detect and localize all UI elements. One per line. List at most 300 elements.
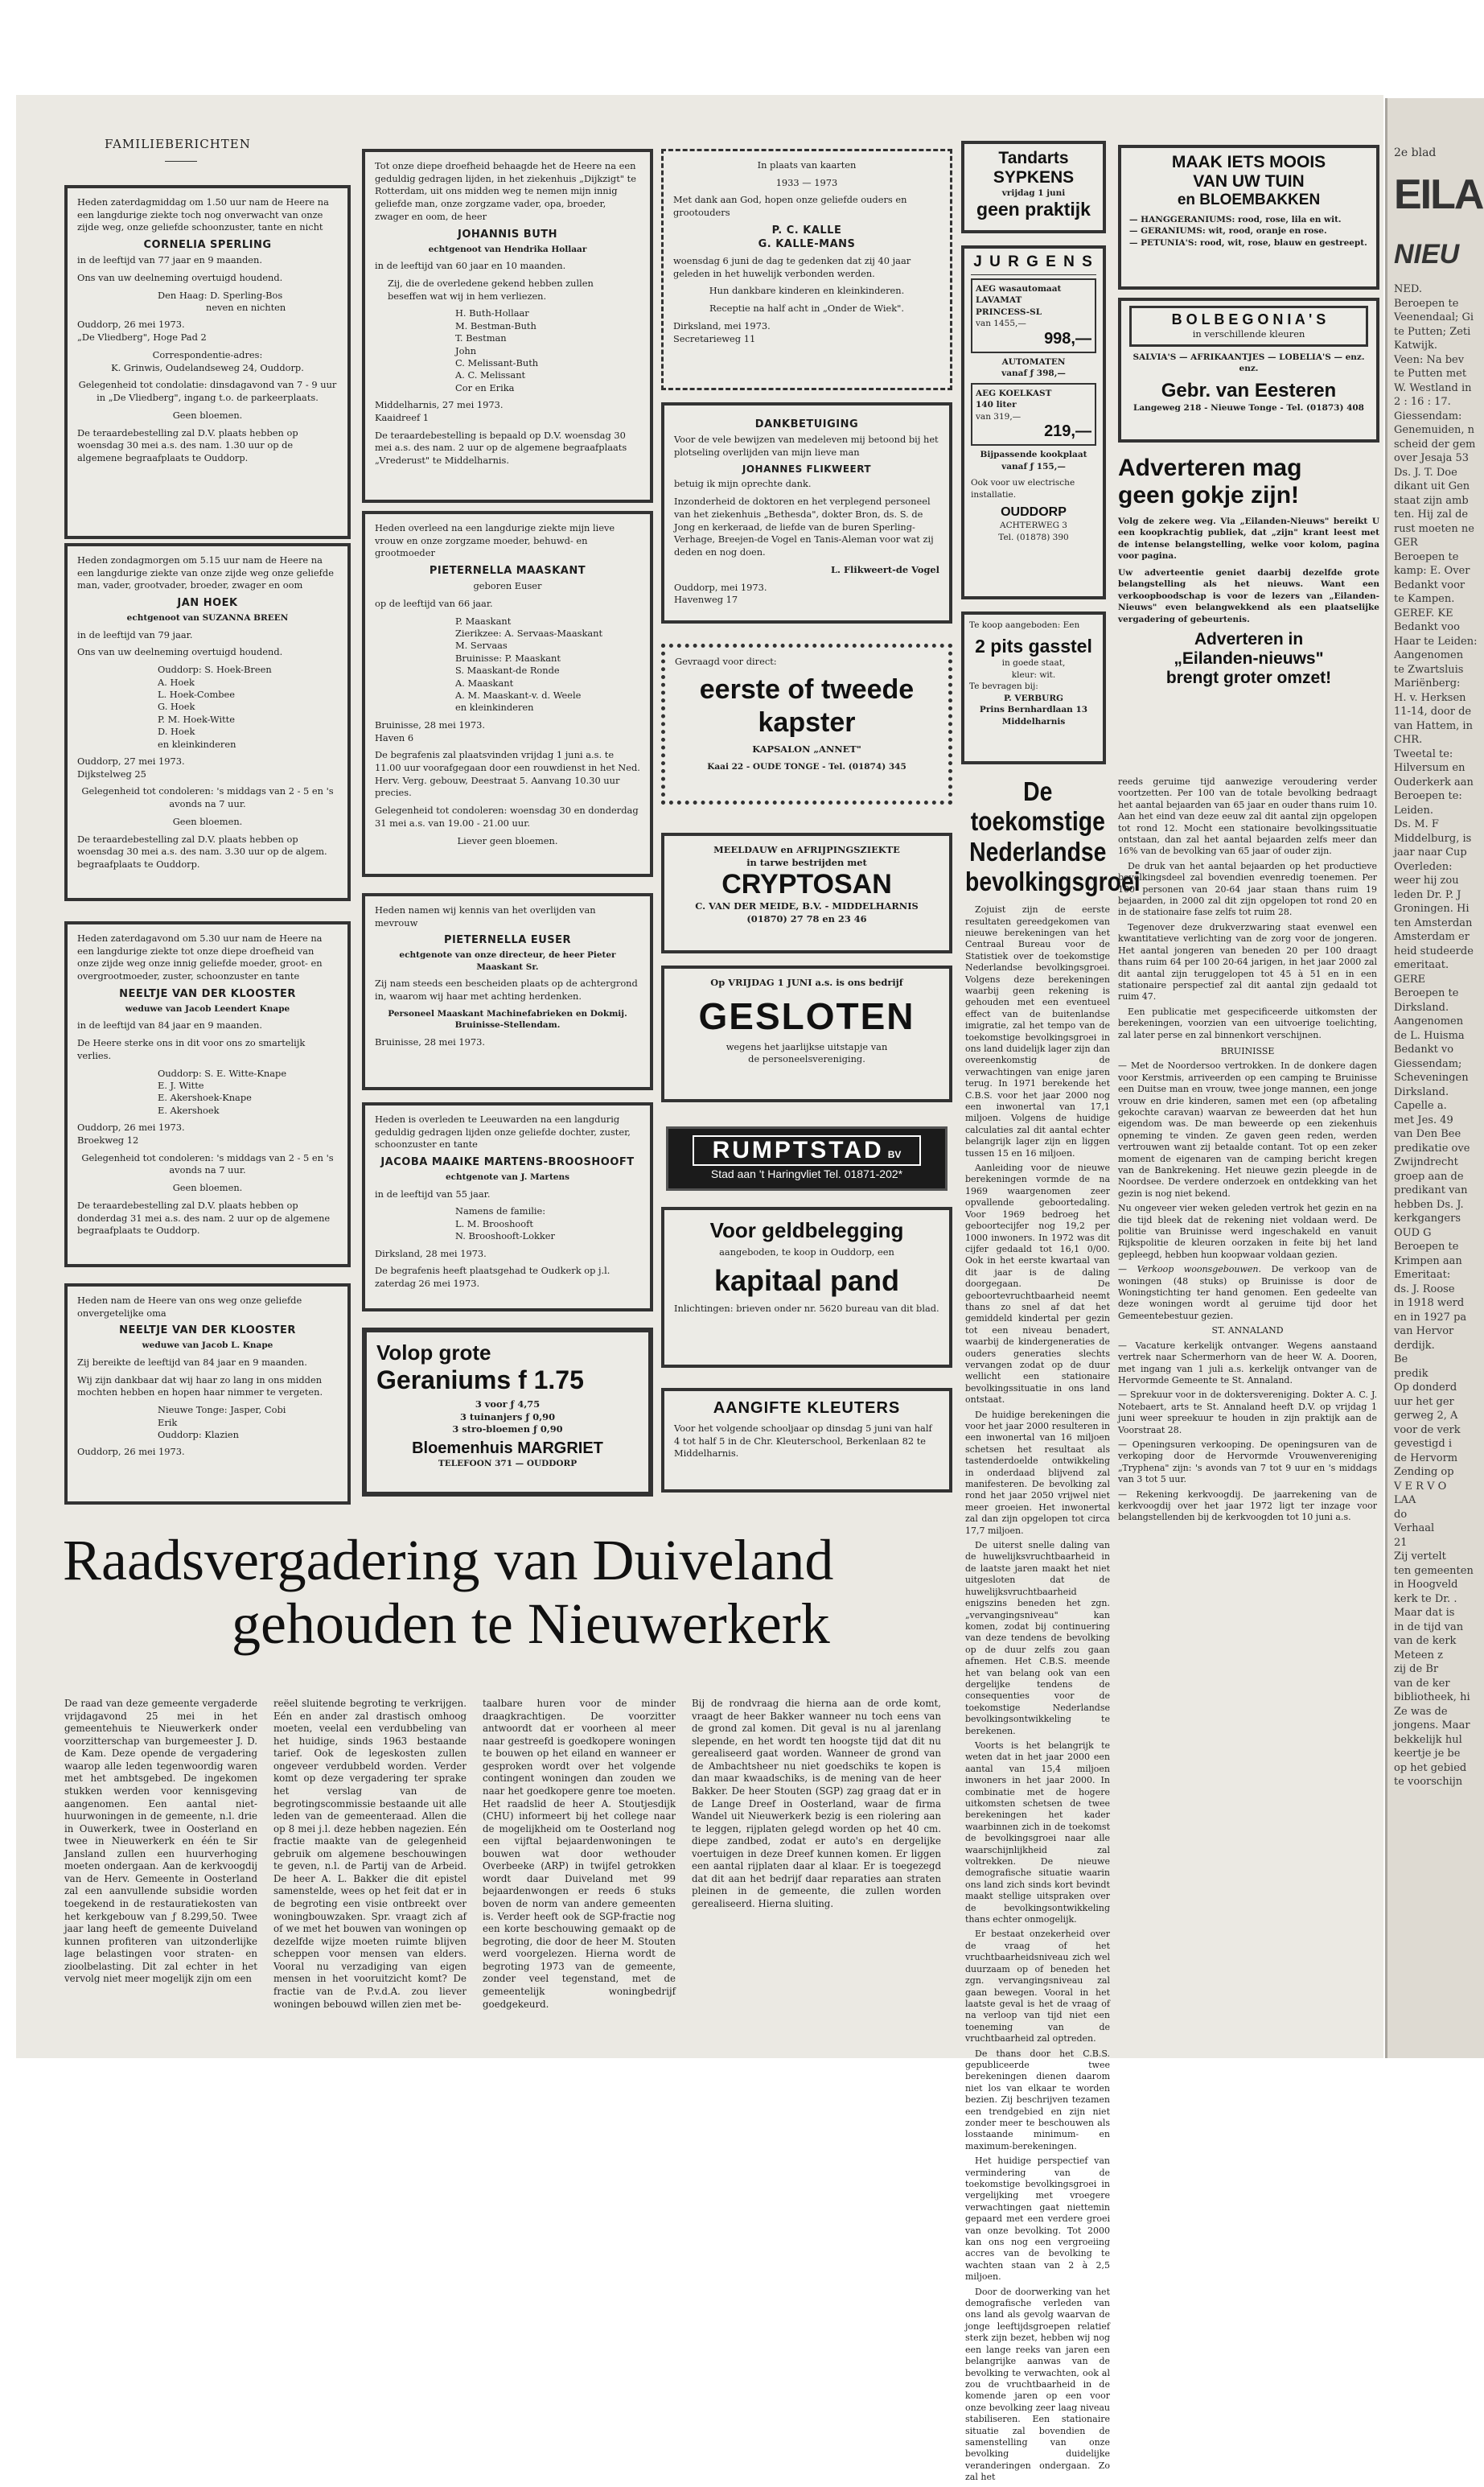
product-old-price: van 1455,—: [976, 319, 1026, 329]
ad-shop-name: Gebr. van Eesteren: [1161, 379, 1337, 401]
notice-family-line: P. Maaskant: [455, 615, 512, 627]
notice-age: in de leeftijd van 55 jaar.: [375, 1188, 491, 1200]
product-price: 998,—: [1044, 329, 1091, 348]
notice-address: „De Vliedberg", Hoge Pad 2: [77, 331, 207, 344]
thanks-signature: L. Flikweert-de Vogel: [831, 563, 939, 575]
notice-name: JOHANNIS BUTH: [457, 228, 558, 241]
edge-text-line: in Hoogveld: [1394, 1579, 1458, 1591]
article-paragraph: Er bestaat onzekerheid over de vraag of het vruchtbaarheidsniveau zich wel duurzaam op of beneden het zgn. vervangingsniveau zal gaan bewegen. Vooral in het laatste geval is het de vraag of na verloop van tijd niet een toeneming van de vruchtbaarheid zal optreden.: [965, 1929, 1110, 2044]
product-line: AUTOMATEN: [1001, 356, 1066, 367]
notice-family-line: D. Hoek: [158, 726, 195, 738]
ad-slogan: brengt groter omzet!: [1165, 669, 1332, 688]
edge-text-line: Maar dat is: [1394, 1607, 1455, 1619]
product-line: PRINCESS-SL: [976, 307, 1042, 317]
notice-place: Ouddorp, 26 mei 1973.: [77, 1122, 185, 1134]
edge-text-line: Groningen. Hi: [1394, 903, 1470, 915]
ad-address: Kaai 22 - OUDE TONGE - Tel. (01874) 345: [707, 762, 906, 772]
ad-aangifte-kleuters: [661, 1388, 952, 1493]
edge-text-line: Aangenomen: [1394, 649, 1464, 661]
anniversary-name: P. C. KALLE: [771, 224, 842, 237]
ad-line: — HANGGERANIUMS: rood, rose, lila en wit.: [1129, 215, 1342, 224]
notice-name: PIETERNELLA MAASKANT: [429, 565, 586, 578]
notice-place: Dirksland, 28 mei 1973.: [375, 1247, 487, 1259]
notice-family-line: P. M. Hoek-Witte: [158, 713, 236, 725]
edge-text-line: predikatie ove: [1394, 1142, 1470, 1155]
notice-flowers: Geen bloemen.: [172, 1182, 243, 1194]
edge-text-line: ten Amsterdan: [1394, 916, 1473, 929]
edge-text-line: Bedankt voor: [1394, 579, 1466, 591]
edge-text-line: en in 1927 pa: [1394, 1311, 1467, 1324]
notice-spouse: echtgenoot van Hendrika Hollaar: [428, 244, 587, 254]
notice-family-line: Ouddorp: S. Hoek-Breen: [158, 664, 272, 676]
edge-text-line: derdijk.: [1394, 1339, 1435, 1352]
edge-text-line: van Hattem, in: [1394, 719, 1473, 732]
edge-text-line: do: [1394, 1508, 1408, 1521]
ad-jurgens: [961, 245, 1106, 599]
product-line: vanaf ƒ 398,—: [1001, 369, 1066, 379]
edge-text-line: Capelle a.: [1394, 1100, 1447, 1112]
headline-line-2: gehouden te Nieuwerkerk: [232, 1591, 830, 1657]
edge-text-line: de Hervorm: [1394, 1451, 1458, 1464]
article-paragraph: De uiterst snelle daling van de huwelijksvruchtbaarheid in de laatste jaren maakt het niet uitgesloten dat de huwelijksvruchtbaarheid enigszins beneden het zgn. „vervangingsniveau" kan komen, zodat bij continuering van deze tendens de bevolking op de duur zelfs zou gaan afnemen. Het C.B.S. meende het van belang ook van een dergelijke tendens de consequenties voor de toekomstige Nederlandse bevolkingsontwikkeling te berekenen.: [965, 1540, 1110, 1736]
notice-family-list: [375, 307, 640, 394]
notice-family-line: Ouddorp: Klazien: [158, 1428, 239, 1440]
edge-text-line: scheid der gem: [1394, 438, 1476, 451]
edge-text-line: Overleden:: [1394, 860, 1453, 873]
article-paragraph: De druk van het aantal bejaarden op het productieve bevolkingsdeel zal bovendien evenredig toenemen. Per 100 personen van 20-64 jaar staan thans ruim 19 bejaarden, in 2000 zal dit zijn opgelopen tot rond 20 en in de stationaire fase zelfs tot ruim 28.: [1118, 860, 1377, 918]
notice-condolence: Gelegenheid tot condoleren: 's middags van 2 - 5 en 's avonds na 7 uur.: [81, 785, 334, 810]
edge-text-line: de L. Huisma: [1394, 1029, 1465, 1042]
notice-place: Bruinisse, 28 mei 1973.: [375, 1036, 485, 1048]
ad-title: Tandarts: [998, 149, 1069, 167]
notice-family-list: [77, 664, 338, 751]
notice-line: Wij zijn dankbaar dat wij haar zo lang in ons midden mochten hebben en hopen haar nimmer te vergeten.: [77, 1373, 323, 1398]
edge-text-line: ds. J. Roose: [1394, 1283, 1455, 1295]
edge-text-line: H. v. Herksen: [1394, 691, 1466, 704]
ad-line: de personeelsvereniging.: [748, 1053, 865, 1065]
product-line: AEG KOELKAST: [976, 388, 1052, 398]
edge-page-label: 2e blad: [1394, 146, 1437, 159]
notice-family-line: G. Hoek: [158, 701, 195, 713]
edge-text-line: predik: [1394, 1367, 1429, 1380]
edge-text-line: Giessendam:: [1394, 410, 1462, 422]
edge-text-line: 11-14, door de: [1394, 706, 1472, 718]
rumptstad-subtitle: Stad aan 't Haringvliet Tel. 01871-202*: [710, 1167, 903, 1180]
thanks-intro: Voor de vele bewijzen van medeleven mij betoond bij het plotseling overlijden van mijn lieve man: [674, 434, 939, 458]
notice-family-line: M. Servaas: [455, 640, 508, 652]
notice-name: NEELTJE VAN DER KLOOSTER: [119, 1324, 296, 1337]
anniversary-place: Dirksland, mei 1973.: [673, 319, 771, 331]
notice-family-line: E. J. Witte: [158, 1080, 204, 1092]
ad-phone: (01870) 27 78 en 23 46: [746, 913, 867, 925]
main-headline: [63, 1529, 883, 1656]
anniversary-reception: Receptie na half acht in „Onder de Wiek".: [709, 303, 904, 315]
notice-place: Ouddorp, 26 mei 1973.: [77, 319, 185, 331]
ad-price-headline: Geraniums f 1.75: [376, 1365, 584, 1394]
notice-intro: Heden zaterdagavond om 5.30 uur nam de Heere na een langdurige ziekte tot onze diepe droefheid van onze zijde weg onze innig geliefde moeder, groot- en overgrootmoeder, zuster, schoonzuster en tante: [77, 933, 323, 982]
ad-address: ACHTERWEG 3: [1000, 521, 1067, 531]
notice-family-line: Erik: [158, 1416, 178, 1428]
edge-text-line: W. Westland in: [1394, 381, 1472, 394]
rumptstad-logo-text: RUMPTSTAD: [712, 1137, 884, 1163]
edge-text-line: Beroepen te: [1394, 297, 1459, 310]
article-column-2: reëel sluitende begroting te verkrijgen. Eén en ander zal drastisch omhoog moeten, veelal een verdubbeling van het huidige, sinds 1963 bestaande tarief. Ook de legeskosten zullen ongeveer verdubbeld worden. Verder komt op deze vergadering ter sprake het verslag van de begrotingscommissie bestaande uit alle leden van de gemeenteraad. Allen die op 8 mei j.l. deze hebben nagezien. Eén fractie maakte van de gelegenheid gebruik om algemene beschouwingen te geven, n.l. de Partij van de Arbeid. De heer A. L. Bakker die dit epistel samenstelde, wees op het feit dat er in de begroting een visie ontbreekt over woningbouwzaken. Spr. vraagt zich af of we met het bouwen van woningen op dezelfde wijze moeten ruimte blijven scheppen voor mensen van elders. Vooral nu verzadiging van eigen mensen in het vooruitzicht komt? De fractie van de P.v.d.A. zou liever woningen bebouwd willen zien met be-: [273, 1698, 467, 2010]
article-paragraph: Zojuist zijn de eerste resultaten gereedgekomen van nieuwe berekeningen van het Centraal Bureau voor de Statistiek over de toekomstige Nederlandse bevolkingsgroei. Volgens deze berekeningen waarbij geen rekening is gehouden met een eventueel effect van de buitenlandse imigratie, zal het tempo van de toekomstige bevolkingsgroei in ons land duidelijk lager zijn dan overeenkomstig de verwachtingen van enige jaren terug. In 1971 berekende het C.B.S. voor het jaar 2000 nog een inwonertal van 17,1 miljoen. Volgens de huidige calculaties zal dit aantal echter belangrijk lager zijn en liggen tussen 15 en 16 miljoen.: [965, 904, 1110, 1159]
ad-title: en BLOEMBAKKEN: [1177, 191, 1321, 208]
edge-text-line: Zending op: [1394, 1466, 1454, 1478]
article-column-1: De raad van deze gemeente vergaderde vrijdagavond 25 mei in het gemeentehuis te Nieuwerkerk onder voorzitterschap van burgemeester J. D. de Kam. Deze opende de vergadering waarop alle leden tegenwoordig waren met het ambtsgebed. De ingekomen stukken werden voor kennisgeving aangenomen. Een aantal niet-huurwoningen in de gemeente, n.l. drie in Ouwerkerk, twee in Oosterland en twee in Nieuwerkerk en één te Sir Jansland zullen een huurverhoging moeten ondergaan. Aan de kerkvoogdij van de Herv. Gemeente in Oosterland zal een aanvullende subsidie worden toegekend in de restauratiekosten van het kerkgebouw van ƒ 8.299,50. Twee jaar lang heeft de gemeente Duiveland kunnen profiteren van uitzonderlijke lage belastingen voor straten- en zioolbelasting. Dit zal echter in het vervolg niet meer mogelijk zijn om een: [64, 1698, 257, 1985]
article-paragraph: Door de doorwerking van het demografische verleden van ons land als gevolg waarvan de jonge leeftijdsgroepen relatief sterk zijn bezet, hebben wij nog een lange reeks van jaren een belangrijke aanwas van de bevolking te verwachten, ook al zou de vruchtbaarheid in de komende jaren op een voor onze bevolking zeer laag niveau stabiliseren. Een stationaire situatie zal bovendien de samenstelling van onze bevolking duidelijke veranderingen ondergaan. Zo zal het: [965, 2286, 1110, 2483]
notice-family-line: C. Melissant-Buth: [455, 356, 539, 369]
ad-kapsalon-annet: [661, 644, 952, 805]
notice-family-line: E. Akershoek-Knape: [158, 1092, 252, 1104]
ad-title: MAAK IETS MOOIS: [1171, 153, 1326, 171]
notice-family-line: Nieuwe Tonge: Jasper, Cobi: [158, 1404, 286, 1416]
edge-text-line: uur het ger: [1394, 1395, 1454, 1408]
notice-intro: Heden overleed na een langdurige ziekte mijn lieve vrouw en onze zorgzame moeder, behuwd- en grootmoeder: [375, 522, 615, 559]
edge-text-line: van Hervor: [1394, 1325, 1454, 1337]
ad-product-washer: [971, 278, 1096, 353]
notice-burial: De teraardebestelling is bepaald op D.V. woensdag 30 mei a.s. des nam. 2 uur op de algemene begraafplaats „Vrederust" te Middelharnis.: [375, 429, 627, 467]
anniversary-thanks: Hun dankbare kinderen en kleinkinderen.: [709, 285, 905, 297]
anniversary-name: G. KALLE-MANS: [758, 237, 856, 250]
edge-logo: EILA: [1394, 171, 1483, 218]
ad-text: Uw adverteentie geniet daarbij dezelfde grote belangstelling als het nieuws. Want een verkoopboodschap is voor de lezers van „Eilanden-Nieuws" even belangwekkend als een plaatselijke vergadering of gebeurtenis.: [1118, 567, 1379, 624]
notice-intro: Heden nam de Heere van ons weg onze geliefde onvergetelijke oma: [77, 1295, 302, 1319]
edge-text-line: ten. Hij zal de: [1394, 509, 1469, 521]
notice-family-line: N. Brooshooft-Lokker: [455, 1230, 555, 1242]
edge-text-line: Veen: Na bev: [1394, 353, 1465, 366]
edge-text-line: weer hij zou: [1394, 875, 1459, 887]
edge-text-line: LAA: [1394, 1494, 1416, 1506]
edge-text-line: Leiden.: [1394, 804, 1434, 817]
notice-burial: De teraardebestelling zal D.V. plaats hebben op woensdag 30 mei a.s. des nam. 3.30 uur op de algem. begraafplaats te Ouddorp.: [77, 833, 327, 871]
edge-text-line: Zwijndrecht: [1394, 1156, 1458, 1168]
ad-date: vrijdag 1 juni: [1001, 188, 1066, 198]
edge-text-line: jaar naar Cup: [1394, 846, 1467, 859]
edge-text-line: zij de Br: [1394, 1663, 1439, 1675]
thanks-line: betuig ik mijn oprechte dank.: [674, 478, 812, 490]
notice-age: in de leeftijd van 60 jaar en 10 maanden.: [375, 260, 566, 272]
news-paragraph: De verkoop van de woningen (48 stuks) op Bruinisse is door de Woningstichting ter hand genomen. Een gedeelte van deze woningen wordt al geruime tijd door het Gemeentebestuur gezien.: [1118, 1264, 1377, 1321]
thanks-text: Inzonderheid de doktoren en het verplegend personeel van het ziekenhuis „Bethesda", dokter Bron, ds. S. de Jong en kerkeraad, de liefde van de buren Sperling-Verhage, Breejen-de Vogel en Tanis-Aleman voor wat zij deden en nog doen.: [674, 496, 934, 558]
edge-text-line: emeritaat.: [1394, 959, 1449, 971]
death-notice-van-der-klooster-1: [64, 921, 351, 1267]
notice-place: Ouddorp, 27 mei 1973.: [77, 755, 185, 767]
edge-text-line: hebben Ds. J.: [1394, 1198, 1464, 1211]
anniversary-kalle: [661, 149, 952, 390]
edge-text-line: Krimpen aan: [1394, 1254, 1462, 1267]
edge-text-line: Scheveningen: [1394, 1072, 1469, 1084]
notice-burial: De begrafenis zal plaatsvinden vrijdag 1 juni a.s. te 11.00 uur voorafgegaan door een rouwdienst in het Ned. Herv. Verg. gebouw, Deestraat 5. Aanvang 10.30 uur precies.: [375, 749, 640, 799]
ad-shop-name: Bloemenhuis MARGRIET: [412, 1439, 603, 1458]
edge-text-line: Be: [1394, 1353, 1408, 1365]
edge-text-line: Veenendaal; Gi: [1394, 311, 1474, 323]
notice-family-line: H. Buth-Hollaar: [455, 307, 529, 319]
ad-line: 3 stro-bloemen ƒ 0,90: [452, 1423, 563, 1435]
edge-text-line: bibliotheek, hi: [1394, 1691, 1470, 1703]
edge-text-line: Middelburg, is: [1394, 832, 1472, 845]
notice-intro: Heden zondagmorgen om 5.15 uur nam de Heere na een langdurige ziekte van onze zijde weg onze geliefde man, vader, grootvader, broeder, zwager en oom: [77, 554, 334, 591]
article-column-4: Bij de rondvraag die hierna aan de orde komt, vraagt de heer Bakker wanneer nu toch eens van de grond zal komen. Dit geval is nu al jarenlang slepende, en het wordt ten hoogste tijd dat dit nu gerealiseerd gaat worden. Wanneer de grond van de Ambachtsheer nu niet goedschiks te kopen is dan maar kwaadschiks, is de mening van de heer Bakker. De heer Stouten (SGP) zag graag dat er in de Lange Dreef in Oosterland, waar de firma Wandel uit Nieuwerkerk bezig is een riolering aan te leggen, rijplaten gelegd worden op het 40 cm. diepe zandbed, zodat er auto's en dergelijke voertuigen in deze Dreef kunnen komen. Er liggen een aantal rijplaten daar al klaar. Er is toegezegd dat dit aan het bedrijf daar reparaties aan straten pleinen in de gemeente, die zullen worden gerealiseerd. Hierna sluiting.: [692, 1698, 941, 1909]
notice-corr-label: Correspondentie-adres:: [152, 348, 263, 360]
edge-text-line: Dirksland.: [1394, 1001, 1449, 1014]
edge-text-line: in 1918 werd: [1394, 1297, 1465, 1309]
product-line: AEG wasautomaat: [976, 284, 1062, 294]
edge-text-line: Ds. M. F: [1394, 818, 1439, 830]
notice-family-line: M. Bestman-Buth: [455, 319, 536, 331]
notice-name: JACOBA MAAIKE MARTENS-BROOSHOOFT: [380, 1156, 635, 1169]
ad-rumptstad: [666, 1126, 948, 1191]
notice-place: Bruinisse, 28 mei 1973.: [375, 719, 485, 731]
edge-text-line: leden Dr. P. J: [1394, 888, 1461, 901]
ad-line: 3 voor ƒ 4,75: [475, 1398, 541, 1410]
ad-title: Adverteren mag: [1118, 455, 1302, 481]
notice-organisation: Personeel Maaskant Machinefabrieken en Dokmij. Bruinisse-Stellendam.: [388, 1008, 627, 1031]
anniversary-address: Secretarieweg 11: [673, 332, 756, 344]
notice-place: Middelharnis, 27 mei 1973.: [375, 399, 504, 411]
notice-line: De Heere sterke ons in dit voor ons zo smartelijk verlies.: [77, 1037, 306, 1061]
notice-corr-address: K. Grinwis, Oudelandseweg 24, Ouddorp.: [111, 361, 304, 373]
edge-text-line: GEREF. KE: [1394, 607, 1453, 620]
edge-text-line: Bedankt voo: [1394, 621, 1460, 633]
edge-text-line: Beroepen te:: [1394, 790, 1462, 802]
notice-born: geboren Euser: [473, 580, 542, 592]
news-place-heading: ST. ANNALAND: [1211, 1325, 1284, 1336]
edge-text-line: in de tijd van: [1394, 1620, 1464, 1633]
edge-text-line: heid studeerde: [1394, 945, 1474, 957]
ad-line: Te bevragen bij:: [969, 681, 1038, 692]
article-paragraph: Tegenover deze drukverzwaring staat evenwel een kwantitatieve verlichting van de zorg voor de jongeren. Het aantal jongeren van beneden 20 per 100 draagt thans ruim 64 per 100 20-64 jarigen, in het jaar 2000 zal dit aantal zijn teruggelopen tot 45 à 51 en in een stationaire perspectief zal dit aantal zijn gedaald tot ruim 47.: [1118, 921, 1377, 1003]
ad-line: in verschillende kleuren: [1192, 328, 1305, 340]
ad-town: Middelharnis: [1001, 716, 1066, 727]
ad-tandarts-sypkens: [961, 141, 1106, 233]
ad-line: MEELDAUW en AFRIJPINGSZIEKTE: [713, 844, 900, 855]
ad-address: Prins Bernhardlaan 13: [979, 705, 1088, 715]
ad-product-name: CRYPTOSAN: [721, 869, 892, 900]
ad-headline: GESLOTEN: [698, 994, 915, 1037]
article-body: [965, 904, 1110, 2483]
edge-text-line: rust moeten ne: [1394, 522, 1474, 535]
notice-family-line: Cor en Erika: [455, 381, 515, 393]
ad-title: VAN UW TUIN: [1193, 172, 1305, 191]
notice-family: neven en nichten: [206, 302, 286, 314]
anniversary-text: woensdag 6 juni de dag te gedenken dat zij 40 jaar geleden in het huwelijk verbonden werden.: [673, 254, 911, 279]
ad-line: — PETUNIA'S: rood, wit, rose, blauw en gestreept.: [1129, 237, 1367, 248]
notice-age: Zij bereikte de leeftijd van 84 jaar en 9 maanden.: [77, 1356, 307, 1368]
edge-logo2: NIEU: [1394, 239, 1460, 270]
edge-text-line: Hilversum en: [1394, 762, 1466, 774]
rumptstad-logo-frame: [693, 1135, 921, 1166]
news-paragraph: — Openingsuren verkooping. De openingsuren van de verkoping door de Hervormde Vrouwenvereniging „Tryphena" zijn: 's avonds van 7 tot 9 uur en 's middags van 3 tot 5 uur.: [1118, 1439, 1377, 1485]
article-paragraph: reeds geruime tijd aanwezige veroudering verder voortzetten. Per 100 van de totale bevolking bedraagt het aantal bejaarden van 65 jaar en ouder thans ruim 10. Aan het eind van deze eeuw zal dit aantal zijn opgelopen tot rond 12. Mocht een stationaire bevolkingssituatie ontstaan, dan zal het aantal bejaarden zelfs meer dan 16% van de bevolking van 65 jaar of ouder zijn.: [1118, 776, 1377, 857]
ad-kapitaal-pand: [661, 1207, 952, 1368]
notice-spouse: weduwe van Jacob L. Knape: [142, 1340, 273, 1351]
edge-text-line: Aangenomen: [1394, 1015, 1464, 1027]
notice-family-line: Namens de familie:: [455, 1205, 546, 1217]
news-paragraph: — Sprekuur voor in de doktersvereniging. Dokter A. C. J. Notebaert, arts te St. Annaland heeft D.V. op vrijdag 1 juni weer spreekuur te houden in zijn praktijk aan de Voorstraat 28.: [1118, 1390, 1377, 1435]
edge-text-line: van Den Bee: [1394, 1128, 1461, 1140]
article-paragraph: Een publicatie met gespecificeerde uitkomsten der berekeningen, voorzien van een uitvoerige toelichting, zal later perse en zal binnenkort verschijnen.: [1118, 1006, 1377, 1040]
ad-intro: Op VRIJDAG 1 JUNI a.s. is ons bedrijf: [710, 977, 903, 988]
article-title: De toekomstige Nederlandse bevolkingsgroei: [965, 776, 1141, 896]
notice-family-line: en kleinkinderen: [455, 702, 534, 714]
edge-text-line: Zij vertelt: [1394, 1550, 1446, 1563]
edge-text-line: V E R V O: [1394, 1480, 1447, 1493]
edge-text-line: met Jes. 49: [1394, 1114, 1453, 1126]
ad-phone: Tel. (01878) 390: [998, 532, 1069, 542]
death-notice-maaskant: [362, 511, 653, 877]
notice-family-line: E. Akershoek: [158, 1104, 220, 1116]
ad-title: Volop grote: [376, 1340, 491, 1365]
notice-address: Kaaidreef 1: [375, 411, 430, 423]
anniversary-years: 1933 — 1973: [775, 176, 838, 188]
article-paragraph: De thans door het C.B.S. gepubliceerde twee berekeningen dienen daarom niet los van elkaar te worden bezien. Zij beschrijven tezamen een trendgebied en zijn niet zonder meer te beschouwen als losstaande minimum- en maximum-berekeningen.: [965, 2048, 1110, 2151]
thanks-address: Havenweg 17: [674, 594, 738, 606]
article-paragraph: Voorts is het belangrijk te weten dat in het jaar 2000 een aantal van 15,4 miljoen inwoners in het jaar 2000. In combinatie met de hogere uitkomsten schetsen de twee berekeningen het kader waarbinnen zich in de toekomst de bevolkingsgroei naar alle waarschijnlijkheid zal voltrekken. De nieuwe demografische situatie waarin ons land zich sinds kort bevindt maakt stellige uitspraken over de bevolkingsontwikkeling thans echter onmogelijk.: [965, 1740, 1110, 1925]
notice-family-list: [77, 1068, 338, 1118]
news-place-heading: BRUINISSE: [1220, 1045, 1275, 1056]
edge-text-line: jongens. Maar: [1394, 1719, 1470, 1731]
ad-gasstel: [961, 611, 1106, 764]
notice-burial: De begrafenis heeft plaatsgehad te Oudkerk op j.l. zaterdag 26 mei 1973.: [375, 1265, 610, 1290]
edge-text-line: Mariënberg:: [1394, 677, 1461, 690]
thanks-title: DANKBETUIGING: [754, 418, 859, 430]
notice-condolence: Gelegenheid tot condolatie: dinsdagavond van 7 - 9 uur in „De Vliedberg", ingang t.o. de parkeerplaats.: [78, 379, 337, 404]
notice-address: Dijkstelweg 25: [77, 768, 146, 780]
edge-text-line: staat zijn amb: [1394, 494, 1469, 507]
ad-title: geen gokje zijn!: [1118, 482, 1300, 509]
death-notice-euser: [362, 893, 653, 1090]
section-header-familieberichten: FAMILIEBERICHTEN: [105, 137, 251, 151]
article-paragraph: De huidige berekeningen die voor het jaar 2000 resulteren in een inwonertal van 16 miljoen schetsen het resultaat als tastenderdoelde ontwikkeling in onderdaad blijvend zal manifesteren. De bevolking zal rond het jaar 2050 vrijwel niet meer groeien. Het inwonertal zal dan zijn opgelopen tot circa 17,7 miljoen.: [965, 1409, 1110, 1536]
notice-family-line: Zierikzee: A. Servaas-Maaskant: [455, 628, 603, 640]
ad-line: aangeboden, te koop in Ouddorp, een: [719, 1246, 894, 1258]
death-notice-martens: [362, 1102, 653, 1311]
edge-text-line: Emeritaat:: [1394, 1269, 1451, 1281]
notice-family-line: L. Hoek-Combee: [158, 688, 236, 700]
edge-text-line: van de kerk: [1394, 1635, 1457, 1647]
edge-text-line: Katwijk.: [1394, 340, 1438, 352]
notice-family: Den Haag: D. Sperling-Bos: [158, 289, 283, 301]
edge-text-line: gerweg 2, A: [1394, 1410, 1458, 1422]
notice-line: Ons van uw deelneming overtuigd houdend.: [77, 646, 283, 658]
ad-line: — GERANIUMS: wit, rood, oranje en rose.: [1129, 226, 1327, 237]
death-notice-van-der-klooster-2: [64, 1283, 351, 1505]
notice-flowers: Geen bloemen.: [172, 815, 243, 827]
notice-family-list: [375, 616, 640, 714]
notice-name: NEELTJE VAN DER KLOOSTER: [119, 987, 296, 1000]
header-rule: [165, 161, 197, 162]
edge-text-line: 2 : 16 : 17.: [1394, 396, 1451, 408]
edge-text-line: Dirksland.: [1394, 1085, 1449, 1098]
article-paragraph: Het huidige perspectief van vermindering van de toekomstige bevolkingsgroei in vergelijking met vroegere verwachtingen gaat niettemin gepaard met een verdere groei van onze bevolking. Tot 2000 kan ons nog een vergroeiing accres van de bevolking te wachten staan van 2 à 2,5 miljoen.: [965, 2156, 1110, 2283]
ad-headline: 2 pits gasstel: [975, 636, 1092, 657]
ad-adverteren: [1118, 455, 1379, 688]
edge-text-line: GER: [1394, 537, 1418, 549]
notice-spouse: weduwe van Jacob Leendert Knape: [125, 1003, 290, 1014]
edge-text-line: over Jesaja 53: [1394, 452, 1469, 464]
edge-text-line: Ze was de: [1394, 1705, 1448, 1718]
edge-text-line: NED.: [1394, 283, 1422, 295]
notice-burial: De teraardebestelling zal D.V. plaats hebben op woensdag 30 mei a.s. des nam. 1.30 uur op de algemene begraafplaats te Ouddorp.: [77, 426, 298, 464]
edge-text-line: ten gemeenten: [1394, 1564, 1474, 1577]
edge-text-line: Meteen z: [1394, 1649, 1443, 1661]
rumptstad-bv: BV: [887, 1149, 902, 1160]
ad-text: Ook voor uw electrische installatie.: [971, 478, 1075, 500]
notice-line: Zij nam steeds een bescheiden plaats op de achtergrond in, waarom wij haar met achting herdenken.: [375, 978, 638, 1003]
product-line: 140 liter: [976, 400, 1017, 410]
ad-eesteren: [1118, 298, 1379, 443]
edge-text-line: kamp: E. Over: [1394, 565, 1470, 577]
edge-text-line: voor de verk: [1394, 1423, 1461, 1436]
notice-family-line: L. M. Brooshooft: [455, 1217, 533, 1229]
notice-intro: Heden zaterdagmiddag om 1.50 uur nam de Heere na een langdurige ziekte toch nog onverwacht van onze zijde weg, onze geliefde schoonzuster, tante en nicht: [77, 196, 329, 233]
ad-line: kleur: wit.: [1011, 669, 1056, 680]
edge-text-line: Tweetal te:: [1394, 747, 1453, 760]
notice-family-line: Ouddorp: S. E. Witte-Knape: [158, 1067, 287, 1079]
article-column-3: taalbare huren voor de minder draagkrachtigen. De voorzitter antwoordt dat er voorheen al meer naar gestreefd is goedkopere woningen te bouwen op het eiland en wanneer er gesproken wordt over het volgende contingent woningen dan zouden we naar het goedkopere genre toe moeten. Het raadslid de heer A. Stoutjesdijk (CHU) informeert bij het college naar de mogelijkheid om te Oosterland nog een vijftal bejaardenwoningen te bouwen wat door wethouder Overbeeke (ARP) in twijfel getrokken wordt daar Duiveland met 99 bejaardenwongen er reeds 6 stuks boven de norm van andere gemeenten is. Verder heeft ook de SGP-fractie nog een korte beschouwing gemaakt op de begroting, die door de heer M. Stouten werd voorgelezen. Hierna wordt de begroting 1973 van de gemeente, zonder veel tegenstand, met de gemeentelijk woningbedrijf goedgekeurd.: [483, 1698, 676, 2010]
edge-text-line: Genemuiden, n: [1394, 424, 1475, 436]
edge-text-line: te Kampen.: [1394, 593, 1455, 605]
notice-spouse: echtgenote van onze directeur, de heer Pieter Maaskant Sr.: [399, 950, 616, 972]
notice-family-line: A. Hoek: [158, 676, 195, 688]
edge-text-line: Beroepen te: [1394, 987, 1459, 999]
notice-condolence: Gelegenheid tot condoleren: woensdag 30 en donderdag 31 mei a.s. van 19.00 - 21.00 uur.: [375, 805, 639, 829]
ad-slogan: Adverteren in: [1194, 630, 1304, 649]
article-bevolkingsgroei: [965, 776, 1141, 2487]
edge-text-line: Op donderd: [1394, 1381, 1457, 1394]
edge-text-line: te Putten; Zeti: [1394, 325, 1471, 338]
ad-geraniums-margriet: [362, 1328, 653, 1497]
death-notice-sperling: [64, 185, 351, 539]
product-old-price: van 319,—: [976, 411, 1022, 422]
notice-flowers: Liever geen bloemen.: [457, 834, 558, 846]
ad-product-fridge: [971, 383, 1096, 446]
notice-place: Ouddorp, 26 mei 1973.: [77, 1446, 185, 1458]
notice-family-line: A. M. Maaskant-v. d. Weele: [455, 690, 582, 702]
notice-burial: De teraardebestelling zal D.V. plaats hebben op donderdag 31 mei a.s. des nam. 2 uur op de algemene begraafplaats te Ouddorp.: [77, 1199, 331, 1237]
ad-shop-name: KAPSALON „ANNET": [752, 743, 861, 756]
notice-family-line: T. Bestman: [455, 332, 507, 344]
notice-line: Zij, die de overledene gekend hebben zullen beseffen wat wij in hem verliezen.: [388, 277, 594, 302]
bolbegonia-frame: [1129, 306, 1368, 347]
edge-text-line: predikant van: [1394, 1184, 1468, 1196]
anniversary-intro: Met dank aan God, hopen onze geliefde ouders en grootouders: [673, 194, 907, 219]
ad-slogan: „Eilanden-nieuws": [1174, 649, 1324, 669]
ad-line: in goede staat,: [1001, 658, 1066, 669]
ad-headline: geen praktijk: [976, 199, 1091, 220]
edge-text-line: kerk te Dr. .: [1394, 1592, 1457, 1605]
edge-text-line: OUD G: [1394, 1226, 1432, 1239]
notice-age: in de leeftijd van 77 jaar en 9 maanden.: [77, 254, 263, 266]
edge-text-line: te Putten met: [1394, 368, 1467, 380]
ad-title: AANGIFTE KLEUTERS: [713, 1399, 901, 1417]
anniversary-title: In plaats van kaarten: [757, 159, 857, 171]
ad-contact: P. VERBURG: [1003, 693, 1064, 703]
ad-text: Volg de zekere weg. Via „Eilanden-Nieuws" bereikt U een koopkrachtig publiek, dat „zijn" krant leest met de intense belangstelling, welke voor kolom, pagina voor pagina.: [1118, 517, 1379, 562]
edge-text-line: Giessendam;: [1394, 1057, 1462, 1070]
ad-line: wegens het jaarlijkse uitstapje van: [726, 1040, 888, 1052]
ad-intro: Gevraagd voor direct:: [675, 656, 777, 667]
ad-cryptosan: [661, 833, 952, 953]
notice-family-list: [375, 1205, 640, 1242]
edge-text-line: groep aan de: [1394, 1170, 1464, 1183]
product-line: LAVAMAT: [976, 295, 1022, 306]
notice-name: PIETERNELLA EUSER: [443, 934, 572, 947]
ad-intro: Te koop aangeboden: Een: [969, 620, 1080, 630]
edge-text-line: te Zwartsluis: [1394, 663, 1464, 676]
